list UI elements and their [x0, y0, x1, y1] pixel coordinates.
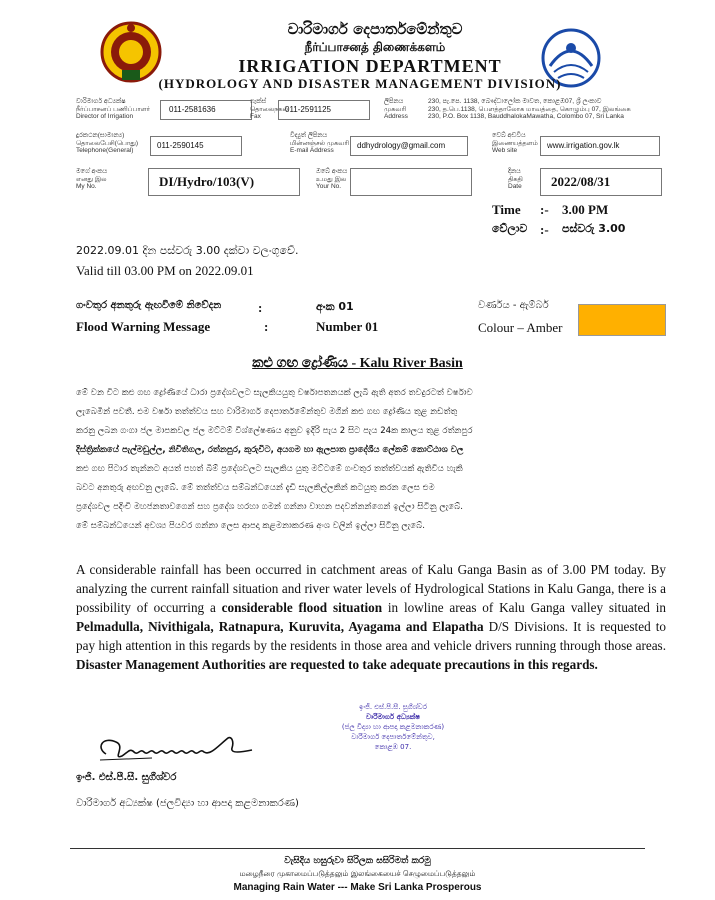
header-division: (HYDROLOGY AND DISASTER MANAGEMENT DIVISION)	[158, 76, 562, 91]
sinhala-line: ප්‍රදේශවල පදිංචි මහජනතාවගෙන් සහ ප්‍රදේශ හරහා ගමන් ගන්නා වාහන පදවන්නන්ගෙන් ඉල්ලා සිටිනු ලැබේ.	[76, 502, 463, 512]
telephone-number: 011-2590145	[150, 136, 242, 156]
sinhala-line: කළු ගඟ පිටාර තැන්නට අයත් පහත් බිම් ප්‍රදේශවලට සැලකිය යුතු මට්ටමේ ගංවතුර තත්ත්වයක් ඇතිවිය හැකි	[76, 464, 463, 474]
amber-colour-swatch	[578, 304, 666, 336]
warning-colon-2: :	[264, 319, 269, 334]
sinhala-body	[76, 384, 666, 536]
header-title-sinhala: වාරිමාර්ග දෙපාර්තමේන්තුව	[287, 20, 463, 38]
official-stamp: ඉංජි. එස්.පී.සී. සුගීශ්වර වාරිමාර්ග අධ්‍යක්ෂ (ජල විද්‍යා හා ආපදා කළමනාකරණ) වාරිමාර්ග දෙපාර්තමේන්තුව, කොළඹ 07.	[341, 703, 445, 751]
my-no-label: මගේ අංකය எனது இல My No.	[76, 168, 108, 190]
signature-image	[92, 728, 262, 768]
divisions-emphasis: Pelmadulla, Nivithigala, Ratnapura, Kuruvita, Ayagama and Elapatha	[76, 619, 484, 634]
date-label: දිනය திகதி Date	[508, 168, 523, 190]
english-body: A considerable rainfall has been occurred in catchment areas of Kalu Ganga Basin as of 3.00 PM today. By analyzing the current rainfall situation and river water levels of Hydrological Stations in Kalu Ganga, there is a possibility of occurring a considerable flood situation in lowline areas of Kalu Ganga valley situated in Pelmadulla, Nivithigala, Ratnapura, Kuruvita, Ayagama and Elapatha D/S Divisions. It is requested to pay high attention in this regards by the residents in those area and vehicle drivers running through those areas. Disaster Management Authorities are requested to take adequate precautions in this regards.	[76, 562, 666, 672]
warning-message-english: Flood Warning Message	[76, 319, 211, 334]
time-value-sinhala: පස්වරු 3.00	[562, 222, 626, 235]
your-no-value	[350, 168, 472, 196]
sinhala-line: මේ වන විට කළු ගඟ ද්‍රෝණියේ ධාරා ප්‍රදේශවලට සැලකියයුතු වර්ෂාපතනයක් ලැබී ඇති අතර තවදුරටත් වර්ෂාව	[76, 388, 473, 398]
warning-number-english: Number 01	[316, 319, 379, 334]
header-title-tamil: நீர்ப்பாசனத் திணைக்களம்	[304, 40, 446, 54]
your-no-label: ඔබේ අංකය உமது இல Your No.	[316, 168, 348, 190]
website-label: වෙබ් අඩවිය இணையத்தளம் Web site	[492, 132, 538, 154]
fax-label: ෆැක්ස් தொலைநகல் Fax	[250, 98, 288, 120]
time-value: 3.00 PM	[562, 202, 609, 217]
warning-colon-1: :	[258, 300, 263, 315]
director-label: වාරිමාර්ග අධ්‍යක්ෂ நீர்ப்பாசனப் பணிப்பாளர் Director of Irrigation	[76, 98, 151, 120]
date-value: 2022/08/31	[540, 168, 662, 196]
sinhala-line: මේ සම්බන්ධයෙන් අවශ්‍ය පියවර ගන්නා ලෙස ආපදා කළමනාකරණ අංශ වලින් ඉල්ලා සිටිනු ලැබේ.	[76, 521, 426, 531]
sinhala-line: කරනු ලබන ගංගා ජල මාපකවල ජල මට්ටම් විශ්ලේෂණය අනුව ඉදිරි පැය 2 සිට පැය 24ක කාලය තුළ රත්නපුර	[76, 426, 473, 436]
email-label: විද්‍යුත් ලිපිනය மின்னஞ்சல் முகவரி E-mail Address	[290, 132, 350, 154]
footer-sinhala: වැසිදිය හසුරුවා සිරිලක සසිරිමත් කරමු	[284, 856, 431, 866]
footer-divider	[70, 848, 645, 849]
validity-sinhala: 2022.09.01 දින පස්වරු 3.00 දක්වා වලංගුවේ.	[76, 244, 299, 257]
warning-message-sinhala: ගංවතුර අනතුරු ඇඟවීමේ නිවේදන	[76, 300, 222, 311]
my-no-value: DI/Hydro/103(V)	[148, 168, 300, 196]
warning-colour-sinhala: වර්ණය - ඇම්බර්	[478, 300, 549, 311]
email-address: ddhydrology@gmail.com	[350, 136, 468, 156]
website: www.irrigation.gov.lk	[540, 136, 660, 156]
telephone-label: දුරකථන(සාමාන්‍ය) தொலைபேசி(பொது) Telephone(General)	[76, 132, 139, 154]
basin-title: කළු ගඟ ද්‍රෝණිය - Kalu River Basin	[252, 356, 463, 371]
validity-english: Valid till 03.00 PM on 2022.09.01	[76, 263, 254, 278]
director-phone: 011-2581636	[160, 100, 252, 120]
time-label: Time	[492, 202, 521, 217]
address-lines: 230, පැ.පෙ. 1138, බෞද්ධාලෝක මාවත, කොළඹ07, ශ්‍රී ලංකාව 230, த.பெ.1138, பௌத்தாலோக மாவத்தை, கொழும்பு 07, இலங்கை 230, P.O. Box 1138, BauddhalokaMawatha, Colombo 07, Sri Lanka	[428, 98, 631, 120]
warning-number-sinhala: අංක 01	[316, 300, 354, 313]
footer-english: Managing Rain Water --- Make Sri Lanka Prosperous	[233, 882, 482, 893]
sinhala-line: දිස්ත්‍රික්කයේ පැල්මඩුල්ල, නිවිතිගල, රත්නපුර, කුරුවිට, අයගම හා ඇලපාත ප්‍රාදේශීය ලේකම් කොට්ඨාශ වල	[76, 445, 464, 455]
footer-tamil: மழைநீரை முகாமைப்படுத்தலும் இலங்கையைச் செழுமைப்படுத்தலும்	[239, 869, 476, 878]
warning-colour-english: Colour – Amber	[478, 320, 563, 335]
time-sep-sinhala: :-	[540, 222, 549, 237]
sinhala-line: ලැබෙමින් පවතී. එම වර්ෂා තත්ත්වය සහ වාරිමාර්ග දෙපාර්තමේන්තුව මගින් කළු ගඟ ද්‍රෝණිය තුළ නඩත්තු	[76, 407, 458, 417]
flood-situation-emphasis: considerable flood situation	[221, 600, 383, 615]
authorities-emphasis: Disaster Management Authorities are requested to take adequate precautions in this regards.	[76, 657, 598, 672]
header-title-english: IRRIGATION DEPARTMENT	[238, 56, 502, 76]
time-label-sinhala: වේලාව	[492, 222, 528, 235]
signatory-title: වාරිමාර්ග අධ්‍යක්ෂ (ජලවිද්‍යා හා ආපදා කළමනාකරණ)	[76, 798, 299, 809]
fax-number: 011-2591125	[278, 100, 370, 120]
time-sep: :-	[540, 202, 549, 217]
sinhala-line: බවට අනතුරු අඟවනු ලැබේ. මේ තත්ත්වය සම්බන්ධයෙන් දැඩි සැලකිල්ලකින් කටයුතු කරන ලෙස එම	[76, 483, 435, 493]
address-label: ලිපිනය முகவரி Address	[384, 98, 408, 120]
signatory-name: ඉංජි. එස්.පී.සී. සුගීශ්වර	[76, 772, 177, 783]
